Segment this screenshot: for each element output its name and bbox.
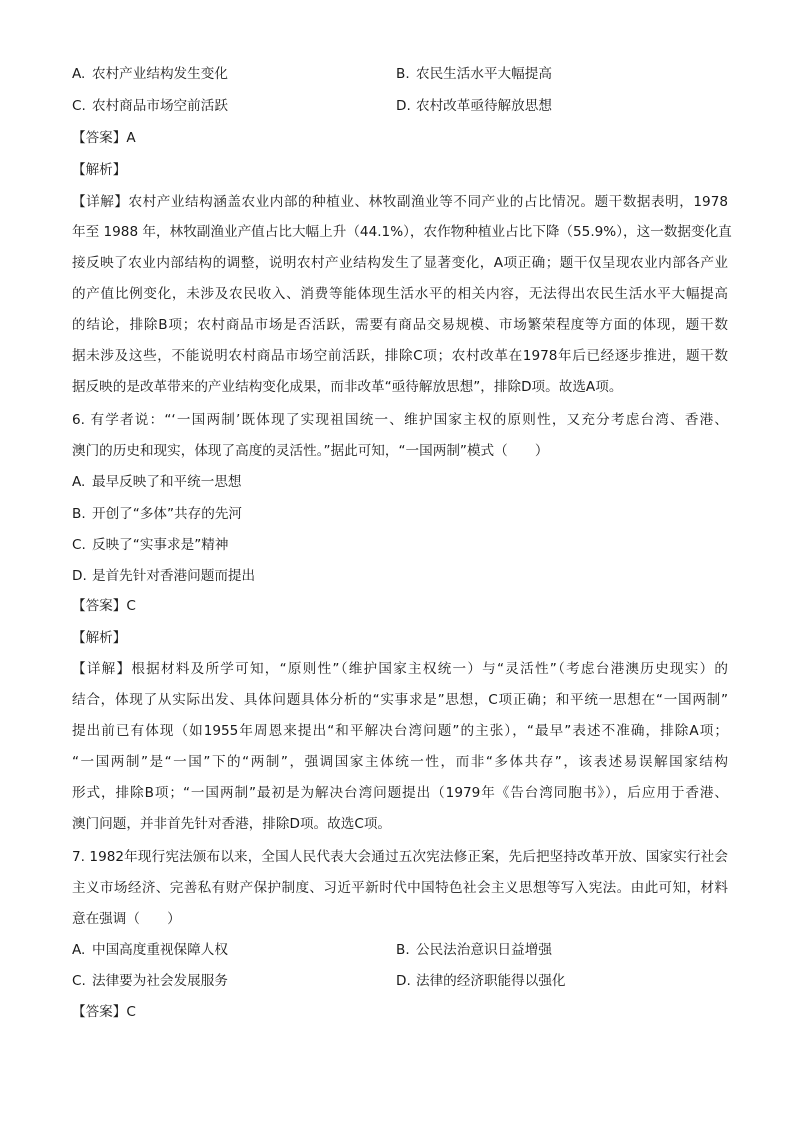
q5-detail-line: 的产值比例变化，未涉及农民收入、消费等能体现生活水平的相关内容，无法得出农民生活水平大幅提高 — [72, 286, 728, 302]
option-text: 反映了“实事求是”精神 — [92, 537, 229, 553]
option-key: A. — [72, 942, 86, 958]
q5-analysis-label: 【解析】 — [72, 162, 127, 178]
answer-value: C — [126, 1004, 136, 1020]
answer-value: A — [126, 130, 136, 146]
option-key: A. — [72, 474, 86, 490]
q5-option-b — [396, 64, 552, 84]
q7-stem-line: 意在强调（ ） — [72, 911, 181, 927]
q7-stem-line: 7. 1982年现行宪法颁布以来，全国人民代表大会通过五次宪法修正案，先后把坚持改革开放、国家实行社会 — [72, 849, 728, 865]
q7-answer — [72, 1002, 728, 1022]
option-key: C. — [72, 537, 86, 553]
option-key: B. — [72, 506, 86, 522]
q5-detail-line: 【详解】农村产业结构涵盖农业内部的种植业、林牧副渔业等不同产业的占比情况。题干数据表明，1978 — [72, 194, 728, 210]
q5-option-a — [72, 64, 228, 84]
q5-option-c — [72, 96, 228, 116]
answer-label: 【答案】 — [72, 598, 127, 614]
q7-option-d — [396, 971, 566, 991]
q6-detail-line: “一国两制”是“一国”下的“两制”，强调国家主体统一性，而非“多体共存”，该表述易误解国家结构 — [72, 754, 728, 770]
q5-detail-line: 据反映的是改革带来的产业结构变化成果，而非改革“亟待解放思想”，排除D项。故选A项。 — [72, 379, 623, 395]
q6-detail-line: 【详解】根据材料及所学可知，“原则性”（维护国家主权统一）与“灵活性”（考虑台港澳历史现实）的 — [72, 661, 728, 677]
option-key: C. — [72, 973, 86, 989]
answer-label: 【答案】 — [72, 130, 127, 146]
q7-option-b — [396, 940, 552, 960]
option-text: 农民生活水平大幅提高 — [416, 66, 552, 82]
option-text: 最早反映了和平统一思想 — [92, 474, 242, 490]
q6-option-d — [72, 566, 255, 586]
answer-label: 【答案】 — [72, 1004, 127, 1020]
option-text: 是首先针对香港问题而提出 — [92, 568, 256, 584]
option-text: 法律要为社会发展服务 — [92, 973, 228, 989]
option-text: 开创了“多体”共存的先河 — [92, 506, 243, 522]
q6-option-c — [72, 535, 228, 555]
answer-value: C — [126, 598, 136, 614]
option-text: 公民法治意识日益增强 — [416, 942, 552, 958]
q6-answer — [72, 596, 728, 616]
option-text: 农村产业结构发生变化 — [92, 66, 228, 82]
option-text: 中国高度重视保障人权 — [92, 942, 228, 958]
q6-detail-line: 提出前已有体现（如1955年周恩来提出“和平解决台湾问题”的主张），“最早”表述不准确，排除A项； — [72, 723, 728, 739]
q5-option-d — [396, 96, 552, 116]
q5-detail-line: 接反映了农业内部结构的调整，说明农村产业结构发生了显著变化，A项正确；题干仅呈现农业内部各产业 — [72, 255, 728, 271]
q6-detail-line: 澳门问题，并非首先针对香港，排除D项。故选C项。 — [72, 816, 392, 832]
option-text: 农村改革亟待解放思想 — [416, 98, 552, 114]
q5-detail-line: 年至 1988 年，林牧副渔业产值占比大幅上升（44.1%），农作物种植业占比下降（55.9%），这一数据变化直 — [72, 224, 732, 240]
q7-option-a — [72, 940, 228, 960]
q6-detail-line: 结合，体现了从实际出发、具体问题具体分析的“实事求是”思想，C项正确；和平统一思想在“一国两制” — [72, 692, 728, 708]
option-key: B. — [396, 942, 410, 958]
q6-stem-line: 6. 有学者说：“‘一国两制’既体现了实现祖国统一、维护国家主权的原则性，又充分考虑台湾、香港、 — [72, 412, 728, 428]
option-key: C. — [72, 98, 86, 114]
option-text: 法律的经济职能得以强化 — [416, 973, 566, 989]
q6-analysis-label: 【解析】 — [72, 630, 127, 646]
option-text: 农村商品市场空前活跃 — [92, 98, 228, 114]
option-key: D. — [396, 98, 411, 114]
option-key: A. — [72, 66, 86, 82]
option-key: B. — [396, 66, 410, 82]
q5-detail-line: 的结论，排除B项；农村商品市场是否活跃，需要有商品交易规模、市场繁荣程度等方面的体现，题干数 — [72, 317, 728, 333]
option-key: D. — [396, 973, 411, 989]
q6-stem-line: 澳门的历史和现实，体现了高度的灵活性。”据此可知，“一国两制”模式（ ） — [72, 443, 549, 459]
q7-stem-line: 主义市场经济、完善私有财产保护制度、习近平新时代中国特色社会主义思想等写入宪法。由此可知，材料 — [72, 880, 728, 896]
q7-option-c — [72, 971, 228, 991]
q5-detail-line: 据未涉及这些，不能说明农村商品市场空前活跃，排除C项；农村改革在1978年后已经逐步推进，题干数 — [72, 348, 728, 364]
q6-option-b — [72, 504, 242, 524]
option-key: D. — [72, 568, 87, 584]
q5-answer — [72, 128, 728, 148]
q6-option-a — [72, 472, 242, 492]
q6-detail-line: 形式，排除B项；“一国两制”最初是为解决台湾问题提出（1979年《告台湾同胞书》），后应用于香港、 — [72, 785, 728, 801]
